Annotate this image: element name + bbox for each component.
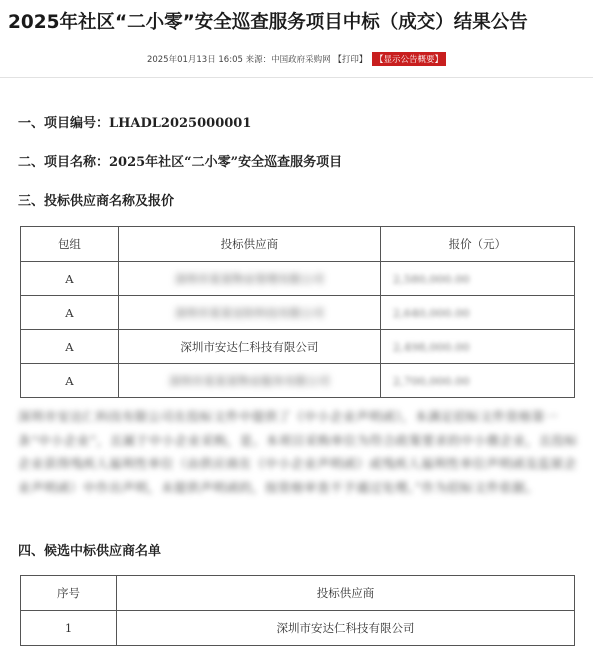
supplier-cell (118, 364, 380, 398)
no-cell: 1 (21, 611, 117, 646)
header-no: 序号 (21, 576, 117, 611)
bidders-table (20, 226, 575, 398)
table-row (21, 262, 575, 296)
supplier-cell (118, 262, 380, 296)
header-divider (0, 77, 593, 78)
table-row (21, 296, 575, 330)
group-cell: A (21, 296, 119, 330)
redacted-price: 2,700,000.00 (392, 373, 470, 388)
header-supplier: 投标供应商 (117, 576, 575, 611)
table-row (21, 330, 575, 364)
group-cell: A (21, 364, 119, 398)
page-title: 2025年社区“二小零”安全巡查服务项目中标（成交）结果公告 (8, 12, 528, 33)
redacted-price: 2,580,000.00 (392, 271, 470, 286)
supplier-cell: 深圳市安达仁科技有限公司 (117, 611, 575, 646)
redacted-supplier: 深圳市某某某物业服务有限公司 (168, 373, 330, 388)
group-cell: A (21, 330, 119, 364)
publish-date: 2025年01月13日 16:05 (146, 55, 243, 65)
table-header-row (21, 576, 575, 611)
redacted-price: 2,640,000.00 (392, 305, 470, 320)
header-supplier: 投标供应商 (118, 227, 380, 262)
table-row (21, 611, 575, 646)
table-header-row (21, 227, 575, 262)
candidates-heading: 四、候选中标供应商名单 (18, 544, 162, 559)
bidders-heading: 三、投标供应商名称及报价 (18, 194, 175, 209)
table-row (21, 364, 575, 398)
header-group: 包组 (21, 227, 119, 262)
project-name: 二、项目名称：2025年社区“二小零”安全巡查服务项目 (18, 155, 343, 170)
supplier-cell (118, 296, 380, 330)
project-number: 一、项目编号：LHADL2025000001 (18, 116, 252, 131)
supplier-cell: 深圳市安达仁科技有限公司 (118, 330, 380, 364)
article-meta (0, 52, 593, 66)
print-link[interactable]: 【打印】 (333, 55, 368, 65)
price-cell (380, 262, 574, 296)
price-cell (380, 330, 574, 364)
header-price: 报价（元） (380, 227, 574, 262)
group-cell: A (21, 262, 119, 296)
price-cell (380, 364, 574, 398)
price-cell (380, 296, 574, 330)
redacted-supplier: 深圳市某某安防科技有限公司 (174, 305, 325, 320)
candidates-table (20, 575, 575, 646)
redacted-notice-paragraph: 深圳市安达仁科技有限公司在投标文件中提供了《中小企业声明函》，本满足招标文件资格第一条“中小企业”，且属于中小企业采购，是。本项目采购单位为符合政策要求的中小微企业，且投标企业获得残疾人福利性单位（由供应商在《中小企业声明函》或残疾人福利性单位声明函及监狱企业声明函）中作出声明，未提供声明函的，按资格审查不予通过处理。”作为招标文件依据。 (18, 409, 578, 495)
redacted-price: 2,498,000.00 (392, 339, 470, 354)
show-summary-button[interactable]: 【显示公告概要】 (372, 52, 446, 66)
source-label: 来源：中国政府采购网 (245, 55, 331, 65)
redacted-supplier: 深圳市某某物业管理有限公司 (174, 271, 325, 286)
